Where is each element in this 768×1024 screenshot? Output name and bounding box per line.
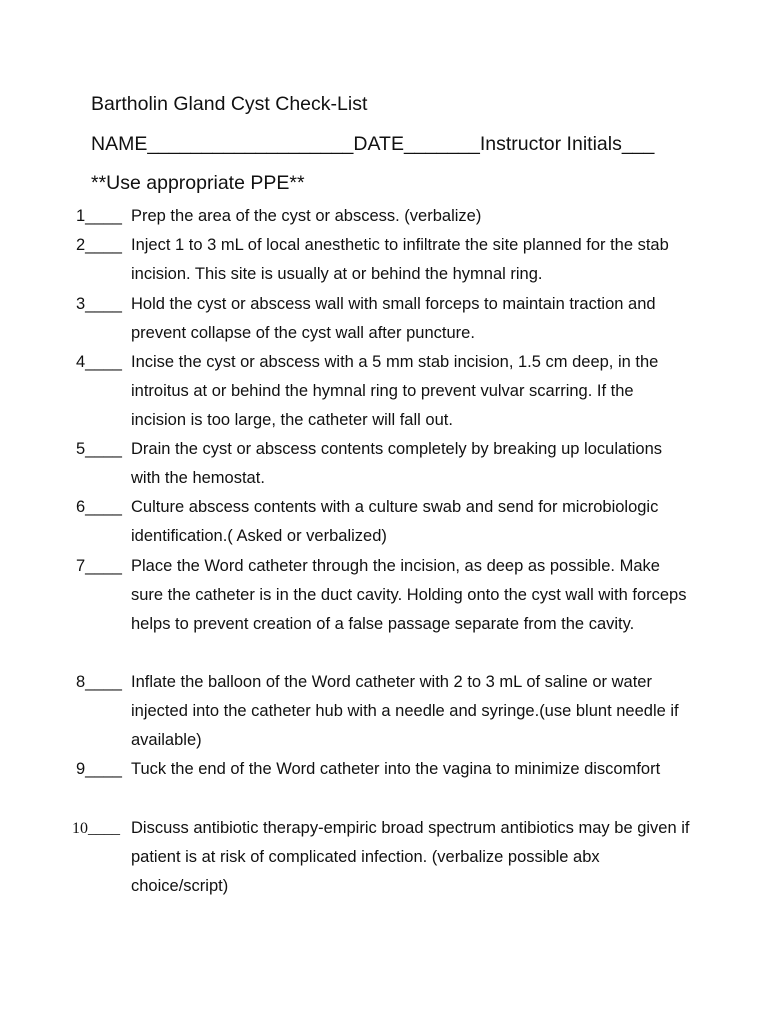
checklist-item: [0, 290, 768, 348]
item-text: Prep the area of the cyst or abscess. (verbalize): [131, 207, 482, 225]
checklist-item: [0, 231, 768, 290]
item-text: Tuck the end of the Word catheter into the vagina to minimize discomfort: [131, 760, 661, 778]
ppe-note: **Use appropriate PPE**: [91, 172, 305, 194]
item-text: Drain the cyst or abscess contents completely by breaking up loculations with the hemostat.: [131, 440, 663, 487]
item-number-blank: 4____: [76, 353, 122, 371]
checklist-item: [0, 435, 768, 493]
checklist-item: [0, 493, 768, 552]
item-text: Incise the cyst or abscess with a 5 mm stab incision, 1.5 cm deep, in the introitus at or behind the hymnal ring to prevent vulvar scarring. If the incision is too large, the catheter will fall out.: [131, 353, 659, 429]
checklist: [0, 202, 768, 901]
item-text: Culture abscess contents with a culture swab and send for microbiologic identification.( Asked or verbalized): [131, 498, 659, 545]
name-date-initials-line: NAME___________________DATE_______Instructor Initials___: [91, 133, 655, 155]
item-number-blank: 5____: [76, 440, 122, 458]
item-text: Discuss antibiotic therapy-empiric broad spectrum antibiotics may be given if patient is at risk of complicated infection. (verbalize possible abx choice/script): [131, 819, 690, 895]
item-number-blank: 9____: [76, 760, 122, 778]
item-number-blank: 3____: [76, 295, 122, 313]
item-text: Hold the cyst or abscess wall with small forceps to maintain traction and prevent collapse of the cyst wall after puncture.: [131, 295, 656, 342]
item-number-blank: 8____: [76, 673, 122, 691]
item-number-blank: 2____: [76, 236, 122, 254]
item-number-blank: 7____: [76, 557, 122, 575]
checklist-item: [0, 755, 768, 814]
item-text: Inject 1 to 3 mL of local anesthetic to infiltrate the site planned for the stab incision. This site is usually at or behind the hymnal ring.: [131, 236, 669, 283]
item-number-blank: 10____: [72, 820, 120, 837]
item-text: Place the Word catheter through the incision, as deep as possible. Make sure the catheter is in the duct cavity. Holding onto the cyst wall with forceps helps to prevent creation of a false passage separate from the cavity.: [131, 557, 687, 633]
checklist-item: [0, 202, 768, 231]
checklist-item: [0, 814, 768, 901]
checklist-item: [0, 552, 768, 668]
checklist-item: [0, 348, 768, 435]
item-number-blank: 6____: [76, 498, 122, 516]
item-text: Inflate the balloon of the Word catheter with 2 to 3 mL of saline or water injected into the catheter hub with a needle and syringe.(use blunt needle if available): [131, 673, 679, 749]
item-number-blank: 1____: [76, 207, 122, 225]
checklist-item: [0, 668, 768, 755]
page-title: Bartholin Gland Cyst Check-List: [91, 93, 368, 115]
